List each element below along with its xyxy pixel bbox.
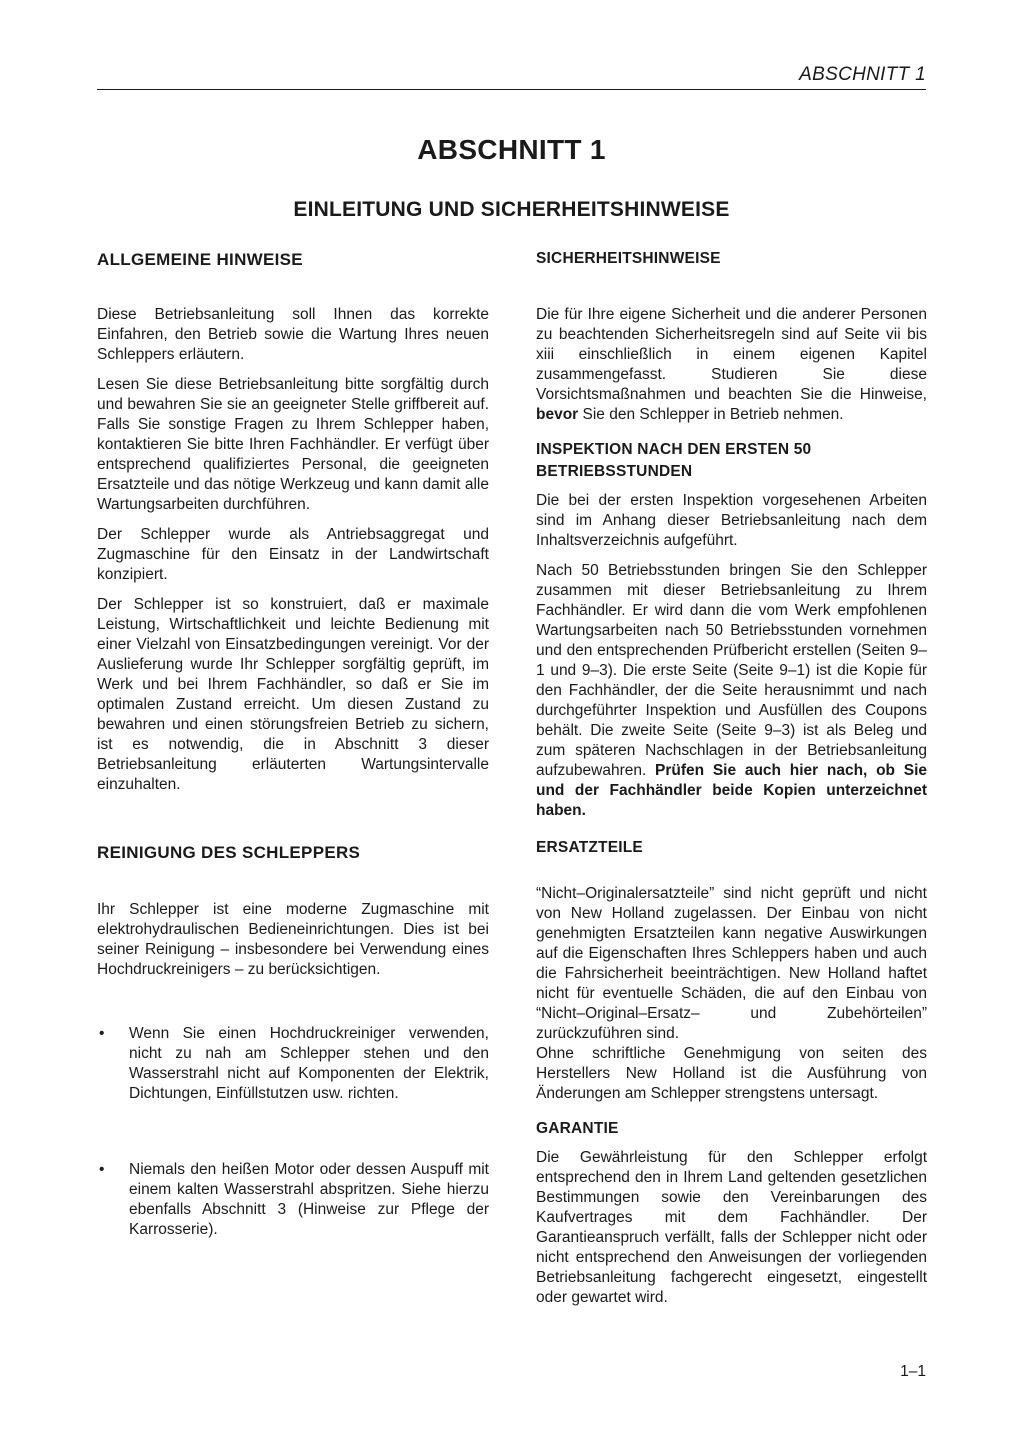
paragraph-parts-1: “Nicht–Originalersatzteile” sind nicht geprüft und nicht von New Holland zugelassen. Der Einbau von nicht genehmigten Ersatzteilen kann negative Auswirkungen auf die Eigenschaften Ihres Schleppers haben und auch die Fahrsicherheit beeinträchtigen. New Holland haftet nicht für eventuelle Schäden, die auf den Einbau von “Nicht–Original–Ersatz– und Zubehörteilen” zurückzuführen sind. xyxy=(536,885,927,1042)
heading-safety: SICHERHEITSHINWEISE xyxy=(536,250,721,267)
paragraph-safety-1 xyxy=(536,305,927,425)
bullet-symbol: • xyxy=(99,1025,105,1042)
heading-inspection: INSPEKTION NACH DEN ERSTEN 50 BETRIEBSSTUNDEN xyxy=(536,441,812,480)
bullet-text-hot-engine: Niemals den heißen Motor oder dessen Auspuff mit einem kalten Wasserstrahl abspritzen. Siehe hierzu ebenfalls Abschnitt 3 (Hinweise zur Pflege der Karrosserie). xyxy=(129,1161,489,1238)
paragraph-general-2: Lesen Sie diese Betriebsanleitung bitte sorgfältig durch und bewahren Sie sie an geeigneter Stelle griffbereit auf. Falls Sie sonstige Fragen zu Ihrem Schlepper haben, kontaktieren Sie bitte Ihren Fachhändler. Er verfügt über entsprechend qualifiziertes Personal, die geeigneten Ersatzteile und das nötige Werkzeug und kann damit alle Wartungsarbeiten durchführen. xyxy=(97,376,489,513)
bullet-symbol: • xyxy=(99,1161,105,1178)
heading-spare-parts: ERSATZTEILE xyxy=(536,839,643,856)
left-column xyxy=(97,248,489,1240)
heading-cleaning: REINIGUNG DES SCHLEPPERS xyxy=(97,843,361,862)
section-subtitle: EINLEITUNG UND SICHERHEITSHINWEISE xyxy=(293,198,730,221)
inspection-text: Nach 50 Betriebsstunden bringen Sie den Schlepper zusammen mit dieser Betriebsanleitung zu Ihrem Fachhändler. Er wird dann die vom Werk empfohlenen Wartungsarbeiten nach 50 Betriebsstunden vornehmen und den entsprechenden Prüfbericht erstellen (Seiten 9–1 und 9–3). Die erste Seite (Seite 9–1) ist die Kopie für den Fachhändler, der die Seite herausnimmt und nach durchgeführter Inspektion und Ausfüllen des Coupons behält. Die zweite Seite (Seite 9–3) ist als Beleg und zum späteren Nachschlagen in der Betriebsanleitung aufzubewahren. xyxy=(536,562,927,779)
paragraph-inspection-1: Die bei der ersten Inspektion vorgesehenen Arbeiten sind im Anhang dieser Betriebsanleitung nach dem Inhaltsverzeichnis aufgeführt. xyxy=(536,492,927,549)
paragraph-inspection-2 xyxy=(536,561,927,821)
paragraph-general-1: Diese Betriebsanleitung soll Ihnen das korrekte Einfahren, den Betrieb sowie die Wartung Ihres neuen Schleppers erläutern. xyxy=(97,306,489,363)
section-title: ABSCHNITT 1 xyxy=(417,134,606,165)
bullet-text-high-pressure: Wenn Sie einen Hochdruckreiniger verwenden, nicht zu nah am Schlepper stehen und den Wasserstrahl nicht auf Komponenten der Elektrik, Dichtungen, Einfüllstutzen usw. richten. xyxy=(129,1025,489,1102)
heading-warranty: GARANTIE xyxy=(536,1120,619,1137)
paragraph-general-4: Der Schlepper ist so konstruiert, daß er maximale Leistung, Wirtschaftlichkeit und leichte Bedienung mit einer Vielzahl von Einsatzbedingungen vereinigt. Vor der Auslieferung wurde Ihr Schlepper sorgfältig geprüft, im Werk und bei Ihrem Fachhändler, so daß er Sie im optimalen Zustand erreicht. Um diesen Zustand zu bewahren und einen störungsfreien Betrieb zu sichern, ist es notwendig, die in Abschnitt 3 dieser Betriebsanleitung erläuterten Wartungsintervalle einzuhalten. xyxy=(97,596,489,793)
safety-emphasis: bevor xyxy=(536,406,579,423)
bullet-item-hot-engine xyxy=(97,1160,489,1240)
paragraph-general-3: Der Schlepper wurde als Antriebsaggregat und Zugmaschine für den Einsatz in der Landwirtschaft konzipiert. xyxy=(97,526,489,583)
paragraph-parts-2: Ohne schriftliche Genehmigung von seiten des Herstellers New Holland ist die Ausführung von Änderungen am Schlepper strengstens untersagt. xyxy=(536,1045,927,1102)
page-number: 1–1 xyxy=(900,1363,926,1380)
inspection-emphasis: Prüfen Sie auch hier nach, ob Sie und der Fachhändler beide Kopien unterzeichnet haben. xyxy=(536,762,928,819)
right-column xyxy=(536,248,927,1308)
heading-general-notes: ALLGEMEINE HINWEISE xyxy=(97,250,303,269)
paragraph-warranty-1: Die Gewährleistung für den Schlepper erfolgt entsprechend den in Ihrem Land geltenden gesetzlichen Bestimmungen sowie den Vereinbarungen des Kaufvertrages mit dem Fachhändler. Der Garantieanspruch verfällt, falls der Schlepper nicht oder nicht entsprechend den Anweisungen der vorliegenden Betriebsanleitung fachgerecht eingesetzt, eingestellt oder gewartet wird. xyxy=(536,1149,927,1306)
safety-text-start: Die für Ihre eigene Sicherheit und die anderer Personen zu beachtenden Sicherheitsregeln sind auf Seite vii bis xiii einschließlich in einem eigenen Kapitel zusammengefasst. Studieren Sie diese Vorsichtsmaßnahmen und beachten Sie die Hinweise, xyxy=(536,306,927,403)
running-header-title: ABSCHNITT 1 xyxy=(799,64,926,85)
safety-text-end: Sie den Schlepper in Betrieb nehmen. xyxy=(578,406,844,423)
header-rule xyxy=(97,89,926,90)
bullet-item-high-pressure xyxy=(97,1024,489,1104)
paragraph-cleaning-1: Ihr Schlepper ist eine moderne Zugmaschine mit elektrohydraulischen Bedieneinrichtungen. Dies ist bei seiner Reinigung – insbesondere bei Verwendung eines Hochdruckreinigers – zu berücksichtigen. xyxy=(97,901,489,978)
